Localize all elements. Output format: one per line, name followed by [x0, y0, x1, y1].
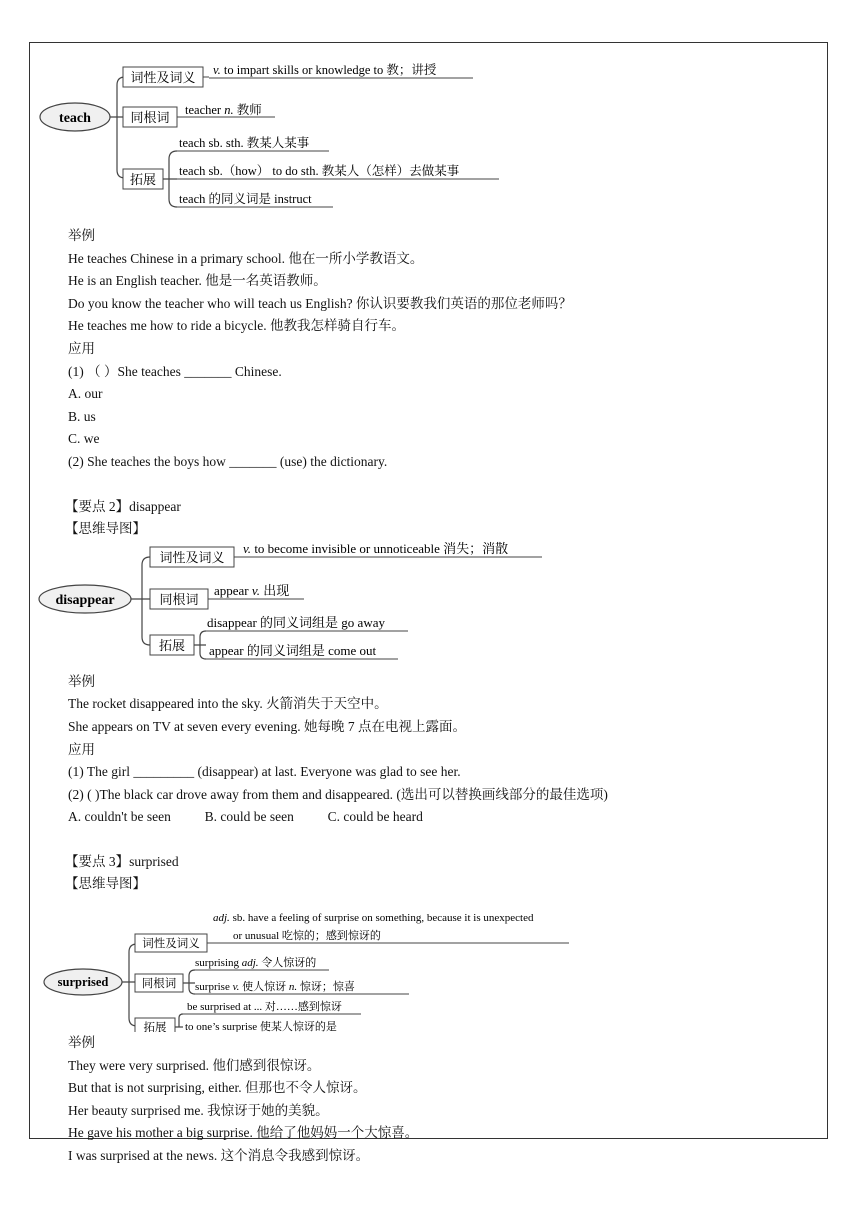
ext-item: teach 的同义词是 instruct: [179, 192, 312, 206]
svg-text:拓展: 拓展: [129, 172, 157, 187]
question-line: (2) ( )The black car drove away from them and disappeared. (选出可以替换画线部分的最佳选项): [68, 786, 608, 802]
option-line: C. we: [68, 431, 100, 447]
question-line: (2) She teaches the boys how _______ (use) the dictionary.: [68, 453, 388, 469]
mindmap-heading: 【思维导图】: [65, 876, 146, 892]
page-frame: [29, 42, 828, 1164]
ext-item: be surprised at ... 对……感到惊讶: [187, 1001, 342, 1014]
example-line: He is an English teacher. 他是一名英语教师。: [68, 273, 327, 289]
option-line: A. our: [68, 386, 103, 402]
svg-text:拓展: 拓展: [143, 1022, 167, 1033]
ext-item: teach sb. sth. 教某人某事: [179, 136, 310, 150]
mindmap-disappear: [34, 541, 848, 671]
section-heading: 【要点 2】disappear: [65, 498, 181, 514]
svg-text:同根词: 同根词: [141, 978, 177, 991]
question-line: (1) （ ）She teaches _______ Chinese.: [68, 363, 282, 379]
svg-text:词性及词义: 词性及词义: [142, 938, 200, 951]
example-line: Do you know the teacher who will teach us English? 你认识要教我们英语的那位老师吗？: [68, 295, 572, 311]
pos-meaning: or unusual 吃惊的；感到惊讶的: [233, 930, 381, 943]
example-line: Her beauty surprised me. 我惊讶于她的美貌。: [68, 1102, 329, 1118]
mindmap-root: surprised: [57, 975, 109, 990]
example-line: He teaches me how to ride a bicycle. 他教我怎样骑自行车。: [68, 318, 406, 334]
example-line: He teaches Chinese in a primary school. 他在一所小学教语文。: [68, 250, 424, 266]
option-line: A. couldn't be seen B. could be seen C. could be heard: [68, 809, 423, 825]
example-label: 举例: [68, 673, 95, 689]
pos-meaning: adj. sb. have a feeling of surprise on something, because it is unexpected: [213, 912, 534, 925]
example-line: They were very surprised. 他们感到很惊讶。: [68, 1057, 321, 1073]
ext-item: to one’s surprise 使某人惊讶的是: [185, 1021, 337, 1033]
svg-text:同根词: 同根词: [130, 110, 170, 125]
section-heading: 【要点 3】surprised: [65, 853, 179, 869]
mindmap-root: disappear: [55, 592, 115, 608]
example-line: She appears on TV at seven every evening. 她每晚 7 点在电视上露面。: [68, 718, 467, 734]
mindmap-heading: 【思维导图】: [65, 521, 146, 537]
example-line: But that is not surprising, either. 但那也不令人惊讶。: [68, 1080, 367, 1096]
example-line: He gave his mother a big surprise. 他给了他妈妈一个大惊喜。: [68, 1125, 419, 1141]
option-line: B. us: [68, 408, 96, 424]
root-word: surprising adj. 令人惊讶的: [195, 957, 317, 970]
apply-label: 应用: [68, 741, 95, 757]
example-label: 举例: [68, 228, 95, 243]
pos-meaning: v. to become invisible or unnoticeable 消失；消散: [243, 540, 509, 556]
ext-item: disappear 的同义词组是 go away: [207, 614, 385, 630]
svg-text:同根词: 同根词: [159, 591, 199, 607]
root-word: surprise v. 使人惊讶 n. 惊讶；惊喜: [195, 981, 355, 994]
apply-label: 应用: [68, 340, 95, 356]
example-line: The rocket disappeared into the sky. 火箭消失于天空中。: [68, 696, 388, 712]
mindmap-root: teach: [59, 111, 91, 126]
ext-item: appear 的同义词组是 come out: [209, 642, 377, 658]
content: [55, 43, 848, 1168]
svg-text:拓展: 拓展: [158, 637, 186, 653]
mindmap-surprised: [37, 896, 848, 1032]
pos-meaning: v. to impart skills or knowledge to 教；讲授: [213, 63, 437, 77]
ext-item: teach sb.（how） to do sth. 教某人（怎样）去做某事: [179, 164, 460, 178]
svg-text:词性及词义: 词性及词义: [159, 549, 225, 565]
question-line: (1) The girl _________ (disappear) at last. Everyone was glad to see her.: [68, 764, 461, 780]
root-word: teacher n. 教师: [185, 103, 262, 117]
example-label: 举例: [68, 1035, 95, 1051]
mindmap-teach: [33, 43, 848, 225]
root-word: appear v. 出现: [214, 582, 290, 598]
svg-text:词性及词义: 词性及词义: [130, 70, 196, 85]
example-line: I was surprised at the news. 这个消息令我感到惊讶。: [68, 1148, 370, 1164]
